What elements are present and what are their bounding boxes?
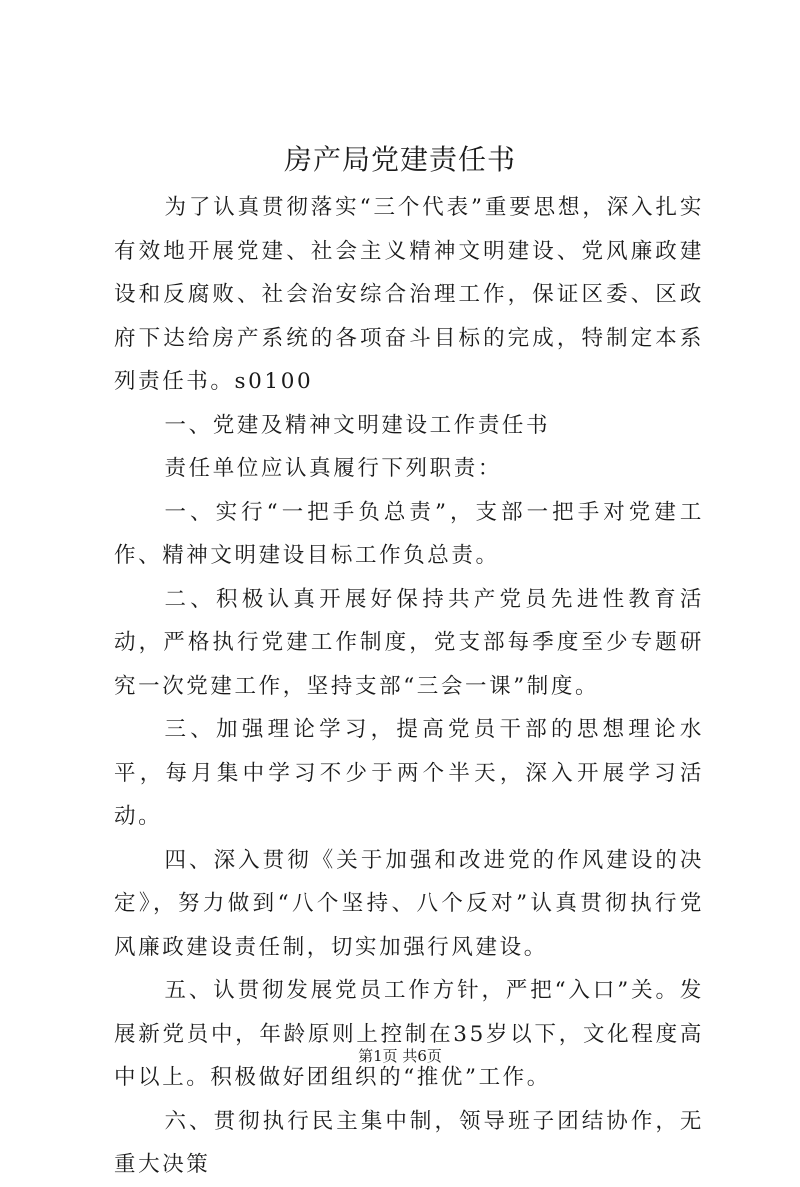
paragraph-item-1: 一、实行“一把手负总责”，支部一把手对党建工作、精神文明建设目标工作负总责。 bbox=[114, 499, 704, 568]
paragraph-item-3: 三、加强理论学习，提高党员干部的思想理论水平，每月集中学习不少于两个半天，深入开展学习活动。 bbox=[114, 717, 704, 829]
document-body bbox=[114, 186, 704, 1187]
paragraph-item-5: 五、认贯彻发展党员工作方针，严把“入口”关。发展新党员中，年龄原则上控制在35岁以下，文化程度高中以上。积极做好团组织的“推优”工作。 bbox=[114, 978, 704, 1090]
paragraph-item-4: 四、深入贯彻《关于加强和改进党的作风建设的决定》，努力做到“八个坚持、八个反对”认真贯彻执行党风廉政建设责任制，切实加强行风建设。 bbox=[114, 847, 704, 960]
paragraph-duties-intro: 责任单位应认真履行下列职责： bbox=[164, 456, 502, 481]
document-title: 房产局党建责任书 bbox=[283, 143, 516, 176]
section-heading: 一、党建及精神文明建设工作责任书 bbox=[164, 412, 551, 438]
paragraph-intro: 为了认真贯彻落实“三个代表”重要思想，深入扎实有效地开展党建、社会主义精神文明建设、党风廉政建设和反腐败、社会治安综合治理工作，保证区委、区政府下达给房产系统的各项奋斗目标的完成，特制定本系列责任书。s0100 bbox=[114, 195, 704, 394]
paragraph-item-2: 二、积极认真开展好保持共产党员先进性教育活动，严格执行党建工作制度，党支部每季度至少专题研究一次党建工作，坚持支部“三会一课”制度。 bbox=[114, 586, 704, 699]
page-footer: 第1页 共6页 bbox=[358, 1047, 442, 1065]
paragraph-item-6: 六、贯彻执行民主集中制，领导班子团结协作，无重大决策 bbox=[114, 1108, 704, 1177]
